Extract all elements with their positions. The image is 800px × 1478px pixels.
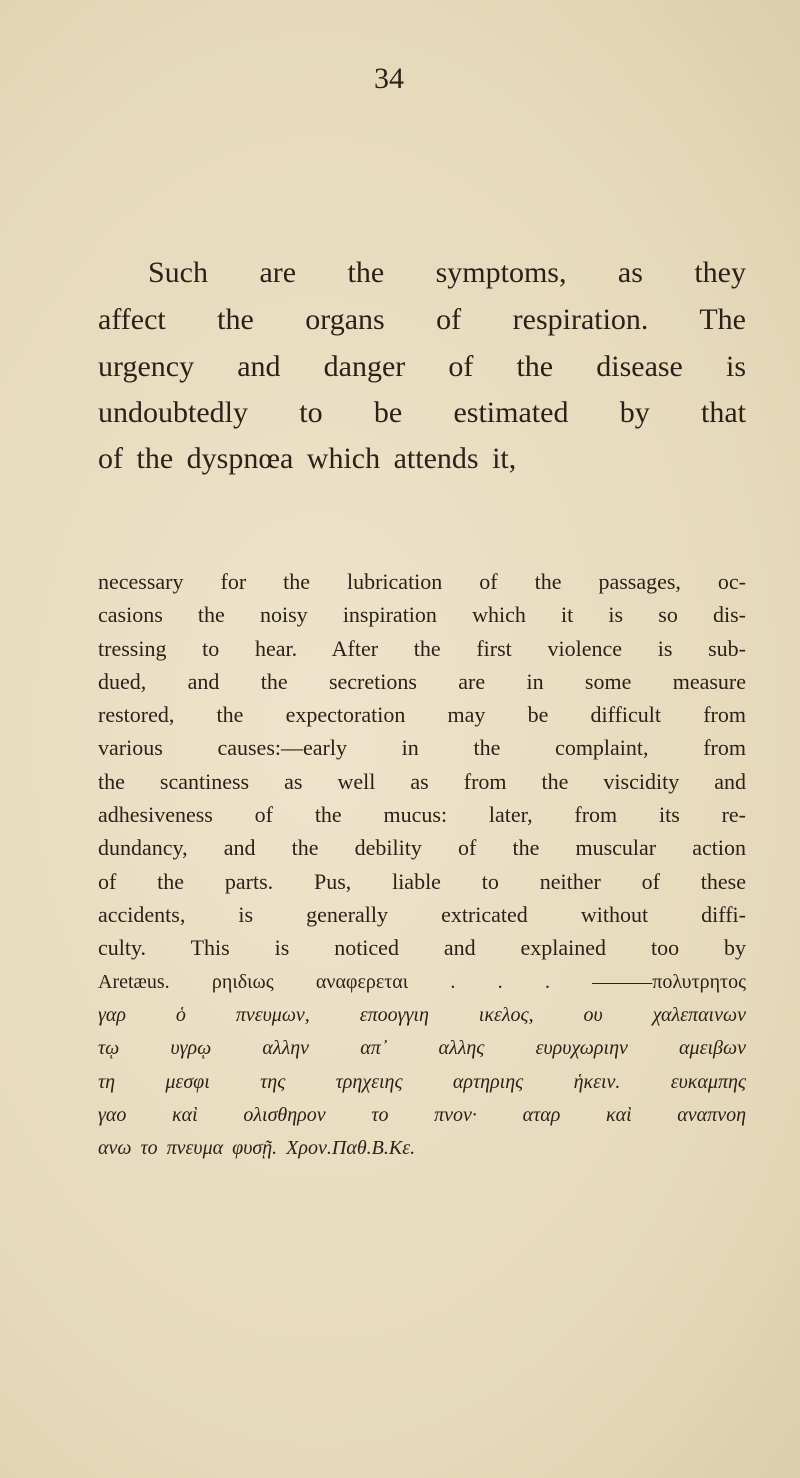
text-line: undoubtedly to be estimated by that: [98, 396, 746, 429]
text-line: dued, and the secretions are in some measure: [98, 669, 746, 694]
greek-line: ανω το πνευμα φυσῇ. Χρον.Παθ.Β.Κε.: [98, 1137, 416, 1159]
text-line: culty. This is noticed and explained too by: [98, 935, 746, 960]
text-line: dundancy, and the debility of the muscular action: [98, 835, 746, 860]
text-line: restored, the expectoration may be difficult from: [98, 702, 746, 727]
page-number: 34: [374, 62, 404, 95]
greek-line: γαο καὶ ολισθηρον το πνον· αταρ καὶ αναπνοη: [98, 1104, 746, 1126]
text-line: necessary for the lubrication of the passages, oc-: [98, 569, 746, 594]
text-line: of the parts. Pus, liable to neither of these: [98, 869, 746, 894]
text-line: of the dyspnœa which attends it,: [98, 442, 517, 475]
greek-line: γαρ ὁ πνευμων, εποογγιη ικελος, ου χαλεπαινων: [98, 1004, 746, 1026]
text-line: affect the organs of respiration. The: [98, 303, 746, 336]
text-line: adhesiveness of the mucus: later, from its re-: [98, 802, 746, 827]
text-line: accidents, is generally extricated without diffi-: [98, 902, 746, 927]
text-line: the scantiness as well as from the viscidity and: [98, 769, 746, 794]
text-line: tressing to hear. After the first violence is sub-: [98, 636, 746, 661]
text-line: Aretæus. ρηιδιως αναφερεται . . . ———πολυτρητος: [98, 971, 746, 993]
text-line: Such are the symptoms, as they: [148, 256, 746, 289]
greek-line: τῳ υγρῳ αλλην απ᾽ αλλης ευρυχωριην αμειβων: [98, 1037, 746, 1059]
greek-line: τη μεσφι της τρηχειης αρτηριης ἡκειν. ευκαμπης: [98, 1071, 746, 1093]
text-line: urgency and danger of the disease is: [98, 350, 746, 383]
text-line: various causes:—early in the complaint, from: [98, 735, 746, 760]
text-line: casions the noisy inspiration which it is so dis-: [98, 602, 746, 627]
